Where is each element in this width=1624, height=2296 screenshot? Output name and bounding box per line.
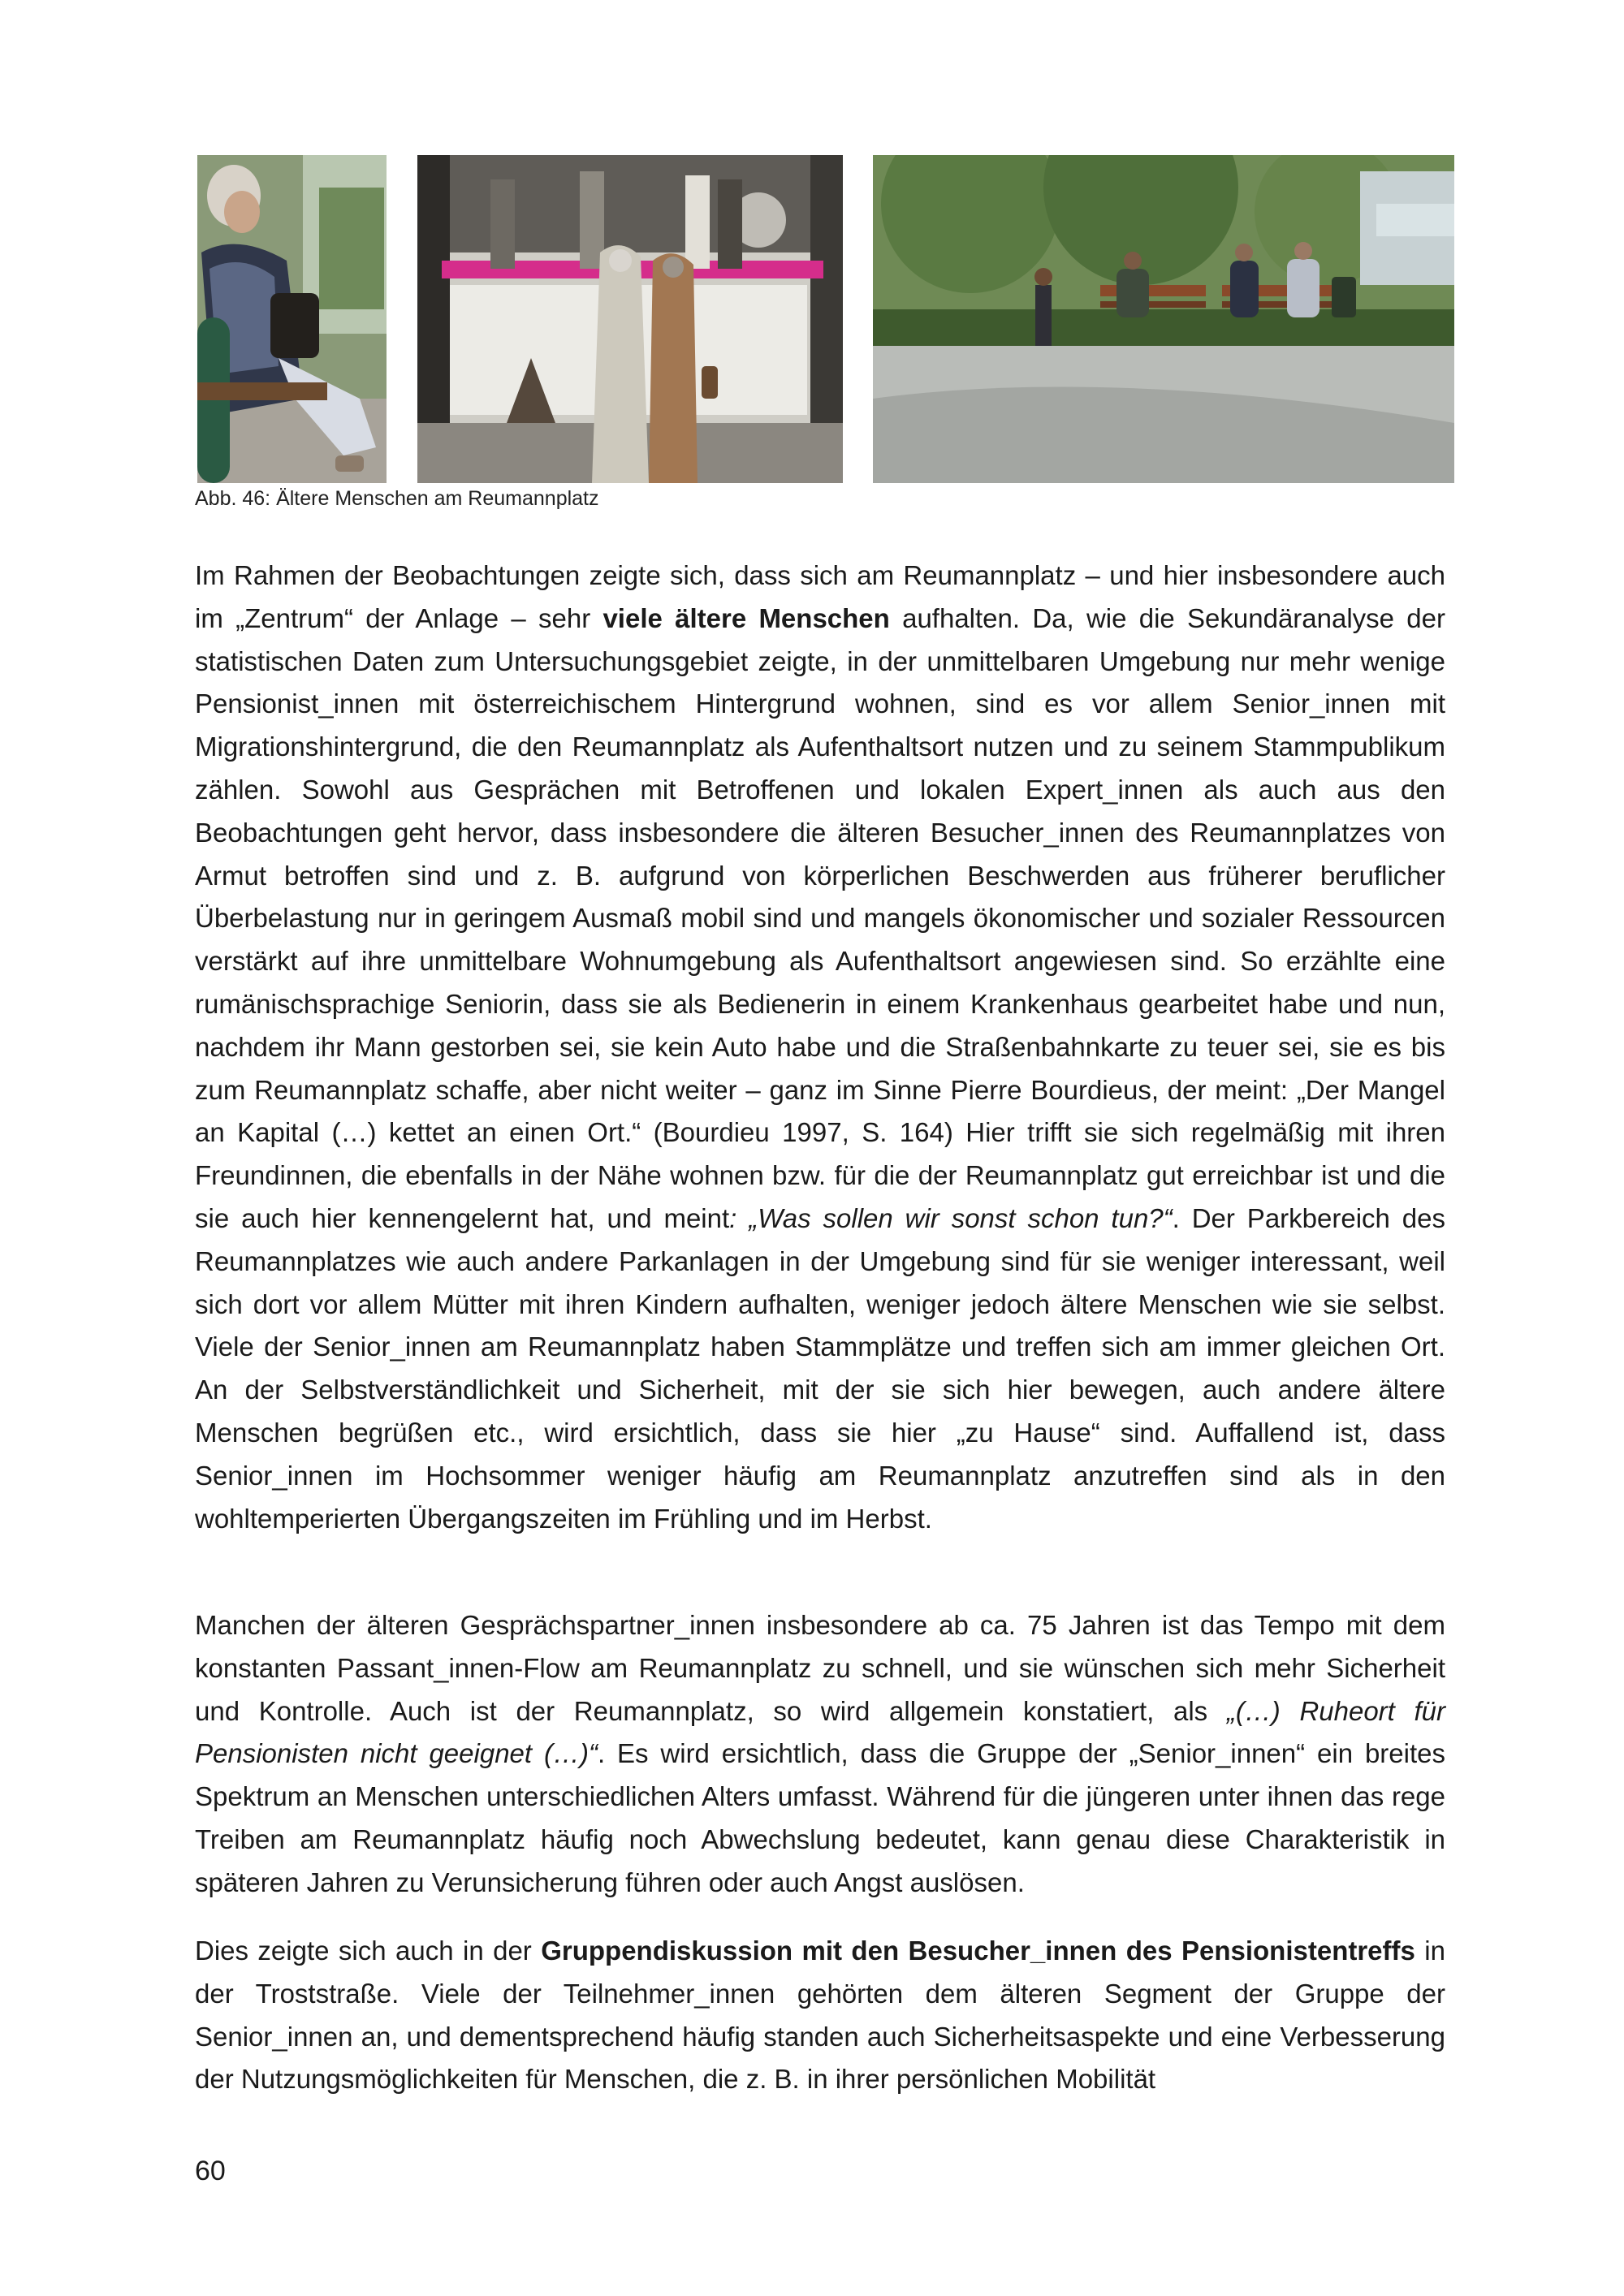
emphasis-italic: „(…) Ruheort für Pensionisten nicht geeignet (…)“ <box>195 1695 1445 1769</box>
emphasis-italic: : „Was sollen wir sonst schon tun?“ <box>729 1202 1173 1233</box>
text-run: . Der Parkbereich des Reumannplatzes wie auch andere Parkanlagen in der Umgebung sind für sie weniger interessant, weil sich dort vor allem Mütter mit ihren Kindern aufhalten, weniger jedoch ältere Menschen wie sie selbst. Viele der Senior_innen am Reumannplatz haben Stammplätze und treffen sich am immer gleichen Ort. An der Selbstverständlichkeit und Sicherheit, mit der sie sich hier bewegen, auch andere ältere Menschen begrüßen etc., wird ersichtlich, dass sie hier „zu Hause“ sind. Auffallend ist, dass Senior_innen im Hochsommer weniger häufig am Reumannplatz anzutreffen sind als in den wohltemperierten Übergangszeiten im Frühling und im Herbst. <box>195 1202 1445 1534</box>
page-number: 60 <box>195 2156 226 2186</box>
text-run: . Es wird ersichtlich, dass die Gruppe der „Senior_innen“ ein breites Spektrum an Menschen unterschiedlichen Alters umfasst. Während für die jüngeren unter ihnen das rege Treiben am Reumannplatz häufig noch Abwechslung bedeutet, kann genau diese Charakteristik in späteren Jahren zu Verunsicherung führen oder auch Angst auslösen. <box>195 1738 1445 1897</box>
text-run: aufhalten. Da, wie die Sekundäranalyse der statistischen Daten zum Untersuchungsgebiet zeigte, in der unmittelbaren Umgebung nur mehr wenige Pensionist_innen mit österreichischem Hintergrund wohnen, sind es vor allem Senior_innen mit Migrationshintergrund, die den Reumannplatz als Aufenthaltsort nutzen und zu seinem Stammpublikum zählen. Sowohl aus Gesprächen mit Betroffenen und lokalen Expert_innen als auch aus den Beobachtungen geht hervor, dass insbesondere die älteren Besucher_innen des Reumannplatzes von Armut betroffen sind und z. B. aufgrund von körperlichen Beschwerden aus früherer beruflicher Überbelastung nur in geringem Ausmaß mobil sind und mangels ökonomischer und sozialer Ressourcen verstärkt auf ihre unmittelbare Wohnumgebung als Aufenthaltsort angewiesen sind. So erzählte eine rumänischsprachige Seniorin, dass sie als Bedienerin in einem Krankenhaus gearbeitet habe und nun, nachdem ihr Mann gestorben sei, sie kein Auto habe und die Straßenbahnkarte zu teuer sei, sie es bis zum Reumannplatz schaffe, aber nicht weiter – ganz im Sinne Pierre Bourdieus, der meint: „Der Mangel an Kapital (…) kettet an einen Ort.“ (Bourdieu 1997, S. 164) Hier trifft sie sich regelmäßig mit ihren Freundinnen, die ebenfalls in der Nähe wohnen bzw. für die der Reumannplatz gut erreichbar ist und die sie auch hier kennengelernt hat, und meint <box>195 602 1446 1233</box>
text-run: Manchen der älteren Gesprächspartner_innen insbesondere ab ca. 75 Jahren ist das Tempo mit dem konstanten Passant_innen-Flow am Reumannplatz zu schnell, und sie wünschen sich mehr Sicherheit und Kontrolle. Auch ist der Reumannplatz, so wird allgemein konstatiert, als <box>195 1610 1445 1726</box>
photo-people-on-park-benches <box>873 155 1454 483</box>
emphasis-bold: Gruppendiskussion mit den Besucher_innen des Pensionistentreffs <box>541 1936 1415 1966</box>
figure-caption: Abb. 46: Ältere Menschen am Reumannplatz <box>195 487 599 510</box>
body-paragraph <box>195 555 1445 1540</box>
photo-elderly-women-at-shop-window <box>417 155 843 483</box>
text-run: in der Troststraße. Viele der Teilnehmer_innen gehörten dem älteren Segment der Gruppe der Senior_innen an, und dementsprechend häufig standen auch Sicherheitsaspekte und eine Verbesserung der Nutzungsmöglichkeiten für Menschen, die z. B. in ihrer persönlichen Mobilität <box>195 1936 1445 2095</box>
emphasis-bold: viele ältere Menschen <box>603 602 890 633</box>
text-run: Dies zeigte sich auch in der <box>195 1936 542 1966</box>
body-paragraph <box>195 1930 1445 2101</box>
body-paragraph <box>195 1604 1445 1905</box>
text-run: Im Rahmen der Beobachtungen zeigte sich, dass sich am Reumannplatz – und hier insbesondere auch im „Zentrum“ der Anlage – sehr <box>195 560 1445 633</box>
photo-elderly-woman-on-bench <box>197 155 387 483</box>
